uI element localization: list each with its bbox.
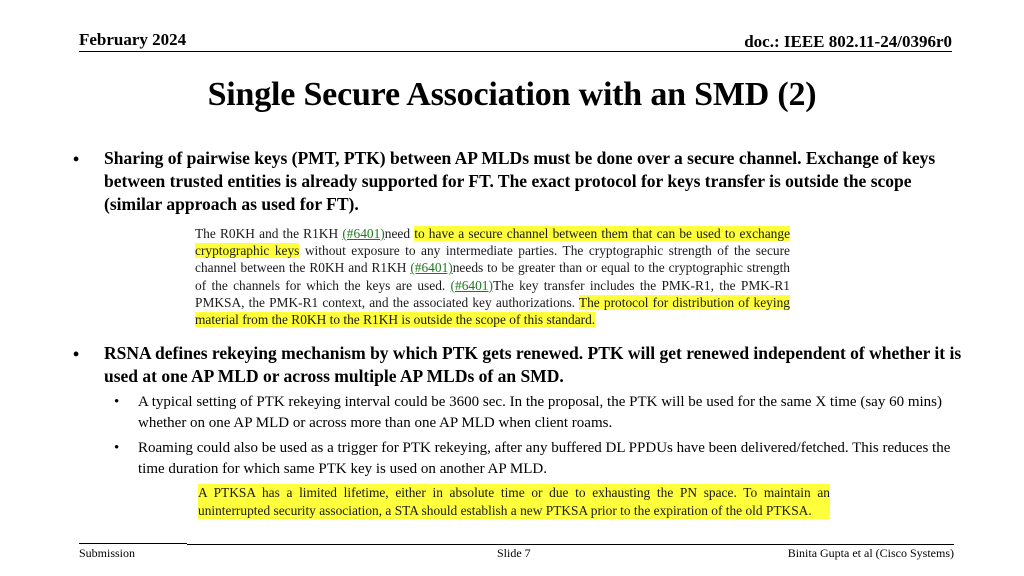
bullet-marker: • <box>73 149 80 169</box>
footer-slide-number: Slide 7 <box>497 546 531 560</box>
bullet-text-rsna-rekeying: RSNA defines rekeying mechanism by which PTK gets renewed. PTK will get renewed independent of whether it is used at one AP MLD or across multiple AP MLDs of an SMD. <box>104 343 962 386</box>
spec-excerpt-r0kh-r1kh <box>195 225 790 328</box>
sub-bullet-text-roaming-trigger: Roaming could also be used as a trigger for PTK rekeying, after any buffered DL PPDUs have been delivered/fetched. This reduces the time duration for which same PTK key is used on another AP MLD. <box>138 440 951 477</box>
header-date: February 2024 <box>79 30 187 49</box>
ref-link-6401[interactable]: (#6401) <box>342 226 385 241</box>
ref-link-6401[interactable]: (#6401) <box>450 277 493 293</box>
slide-title: Single Secure Association with an SMD (2) <box>207 76 817 113</box>
footer-divider <box>187 544 954 545</box>
sub-bullet-marker: • <box>114 394 120 410</box>
spec-excerpt-ptksa-lifetime: A PTKSA has a limited lifetime, either in absolute time or due to exhausting the PN space. To maintain an uninterrupted security association, a STA should establish a new PTKSA prior to the expiration of the old PTKSA. <box>198 485 830 518</box>
excerpt-text: The key transfer includes the PMK-R1, the PMK-R1 PMKSA, the PMK-R1 context, and the associated key authorizations. <box>195 277 790 310</box>
bullet-marker: • <box>73 344 80 364</box>
sub-bullet-text-rekey-interval: A typical setting of PTK rekeying interval could be 3600 sec. In the proposal, the PTK will be used for the same X time (say 60 mins) whether on one AP MLD or across more than one AP MLD when client roams. <box>138 394 942 431</box>
ref-link-6401[interactable]: (#6401) <box>410 260 453 276</box>
excerpt-text: The R0KH and the R1KH <box>195 226 343 241</box>
excerpt-text: without exposure to any intermediate parties. The cryptographic strength of the secure channel between the R0KH and R1KH <box>195 243 790 276</box>
bullet-text-key-sharing: Sharing of pairwise keys (PMT, PTK) between AP MLDs must be done over a secure channel. Exchange of keys between trusted entities is already supported for FT. The exact protocol for keys transfer is outside the scope (similar approach as used for FT). <box>104 148 936 214</box>
footer-divider <box>79 543 187 544</box>
excerpt-text: need <box>384 226 415 241</box>
highlighted-text: The protocol for distribution of keying material from the R0KH to the R1KH is outside the scope of this standard. <box>195 294 790 328</box>
sub-bullet-marker: • <box>114 440 120 456</box>
header-doc-id: doc.: IEEE 802.11-24/0396r0 <box>744 32 952 51</box>
footer-author: Binita Gupta et al (Cisco Systems) <box>787 546 954 560</box>
header-divider <box>79 51 952 52</box>
highlighted-text: to have a secure channel between them that can be used to exchange cryptographic keys <box>195 226 791 259</box>
footer-submission: Submission <box>79 546 136 560</box>
excerpt-text: needs to be greater than or equal to the cryptographic strength of the channels for which the keys are used. <box>195 260 790 293</box>
